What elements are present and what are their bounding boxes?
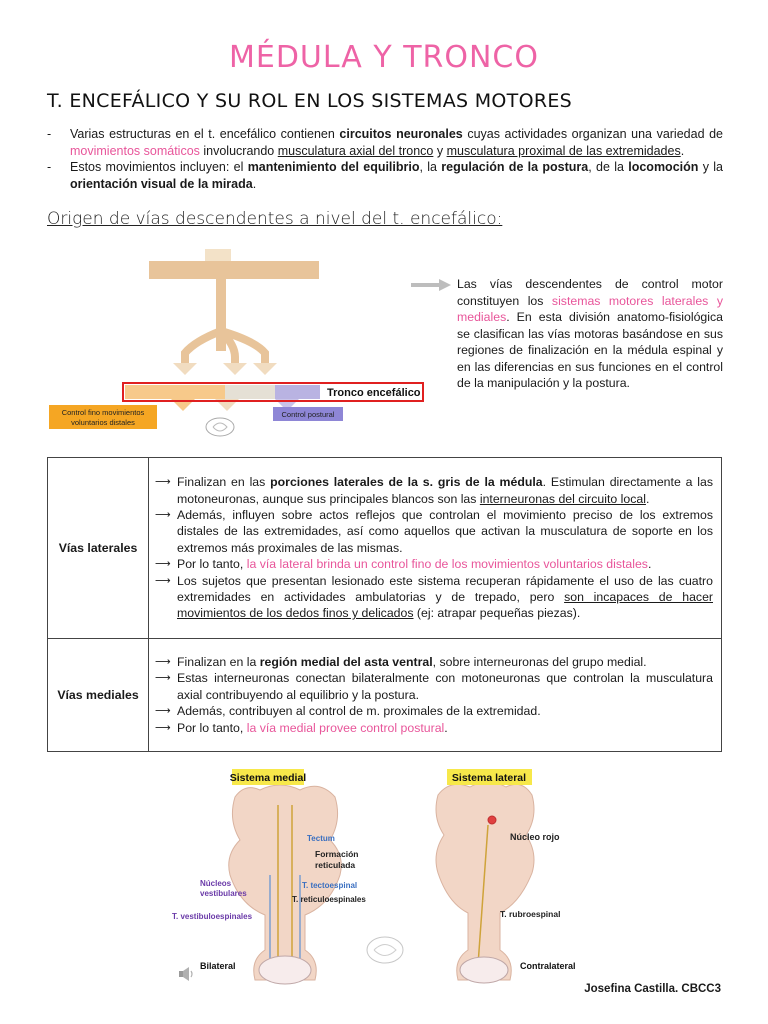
medial-label: Vías mediales	[48, 639, 149, 752]
tecto-label: T. tectoespinal	[302, 881, 358, 890]
rubro-label: T. rubroespinal	[500, 909, 561, 919]
intro-bullets	[47, 126, 723, 192]
lateral-title: Sistema lateral	[451, 772, 527, 784]
motor-systems-figure	[170, 765, 576, 990]
purple-label: Control postural	[281, 410, 335, 419]
list-item: ⟶ Por lo tanto, la vía lateral brinda un control fino de los movimientos voluntarios distales.	[155, 557, 652, 572]
list-item: ⟶ Estas interneuronas conectan bilateralmente con motoneuronas que controlan la musculatura axial contribuyendo al equilibrio y la postura.	[155, 671, 713, 702]
side-paragraph: Las vías descendentes de control motor constituyen los sistemas motores laterales y mediales. En esta división anatomo-fisiológica se clasifican las vías motoras basándose en sus regiones de finalización en la médula espinal y en las diferencias en sus funciones en el control de la manipulación y la postura.	[457, 277, 723, 390]
footer-author: Josefina Castilla. CBCC3	[584, 983, 721, 995]
tectum-label: Tectum	[307, 834, 335, 843]
descending-pathways-diagram	[45, 245, 435, 445]
medial-title: Sistema medial	[229, 772, 307, 784]
motor-cortex-tab	[205, 249, 231, 261]
pathways-table	[47, 457, 722, 752]
cortex-bar	[149, 261, 319, 279]
nucleos-label-2: vestibulares	[200, 889, 247, 898]
list-item: ⟶ Los sujetos que presentan lesionado este sistema recuperan rápidamente el uso de las cuatro extremidades en actividades ambulatorias y de trepado, pero son incapaces de hacer movimientos de los dedos finos y delicados (ej: atrapar pequeñas piezas).	[155, 573, 713, 621]
page-subtitle: T. ENCEFÁLICO Y SU ROL EN LOS SISTEMAS MOTORES	[47, 90, 573, 112]
orange-label-line1: Control fino movimientos	[61, 408, 145, 417]
arrow-right-icon	[411, 279, 451, 291]
orange-label-line2: voluntarios distales	[71, 418, 135, 427]
formacion-label-1: Formación	[315, 849, 359, 859]
bullet-2: - Estos movimientos incluyen: el mantenimiento del equilibrio, la regulación de la postura, de la locomoción y la orientación visual de la mirada.	[47, 160, 723, 191]
table-row-medial	[48, 639, 722, 752]
contralateral-label: Contralateral	[520, 961, 576, 971]
bullet-1: - Varias estructuras en el t. encefálico contienen circuitos neuronales cuyas actividades organizan una variedad de movimientos somáticos involucrando musculatura axial del tronco y musculatura proximal de las extremidades.	[47, 127, 723, 158]
list-item: ⟶ Finalizan en las porciones laterales de la s. gris de la médula. Estimulan directamente a las motoneuronas, aunque sus principales blancos son las interneuronas del circuito local.	[155, 475, 714, 506]
table-row-lateral	[48, 458, 722, 639]
nucleos-label-1: Núcleos	[200, 879, 232, 888]
nucleo-rojo-label: Núcleo rojo	[510, 832, 560, 842]
formacion-label-2: reticulada	[315, 860, 356, 870]
bilateral-label: Bilateral	[200, 961, 236, 971]
list-item: ⟶ Por lo tanto, la vía medial provee control postural.	[155, 720, 448, 735]
list-item: ⟶ Además, contribuyen al control de m. proximales de la extremidad.	[155, 704, 541, 719]
lateral-label: Vías laterales	[48, 458, 149, 639]
list-item: ⟶ Además, influyen sobre actos reflejos que controlan el movimiento preciso de los extremos distales de las extremidades, así como aquellos que activan la musculatura de soporte en los extremos más proximales de las mismas.	[155, 507, 713, 555]
lateral-brainstem	[436, 782, 534, 980]
reticulo-label: T. reticuloespinales	[292, 895, 366, 904]
vestibulo-label: T. vestibuloespinales	[172, 912, 253, 921]
section-heading: Origen de vías descendentes a nivel del t. encefálico:	[47, 209, 503, 229]
tronco-label: Tronco encefálico	[327, 387, 421, 399]
list-item: ⟶ Finalizan en la región medial del asta ventral, sobre interneuronas del grupo medial.	[155, 654, 647, 669]
speaker-icon[interactable]	[178, 966, 196, 982]
page-title: MÉDULA Y TRONCO	[228, 40, 539, 75]
